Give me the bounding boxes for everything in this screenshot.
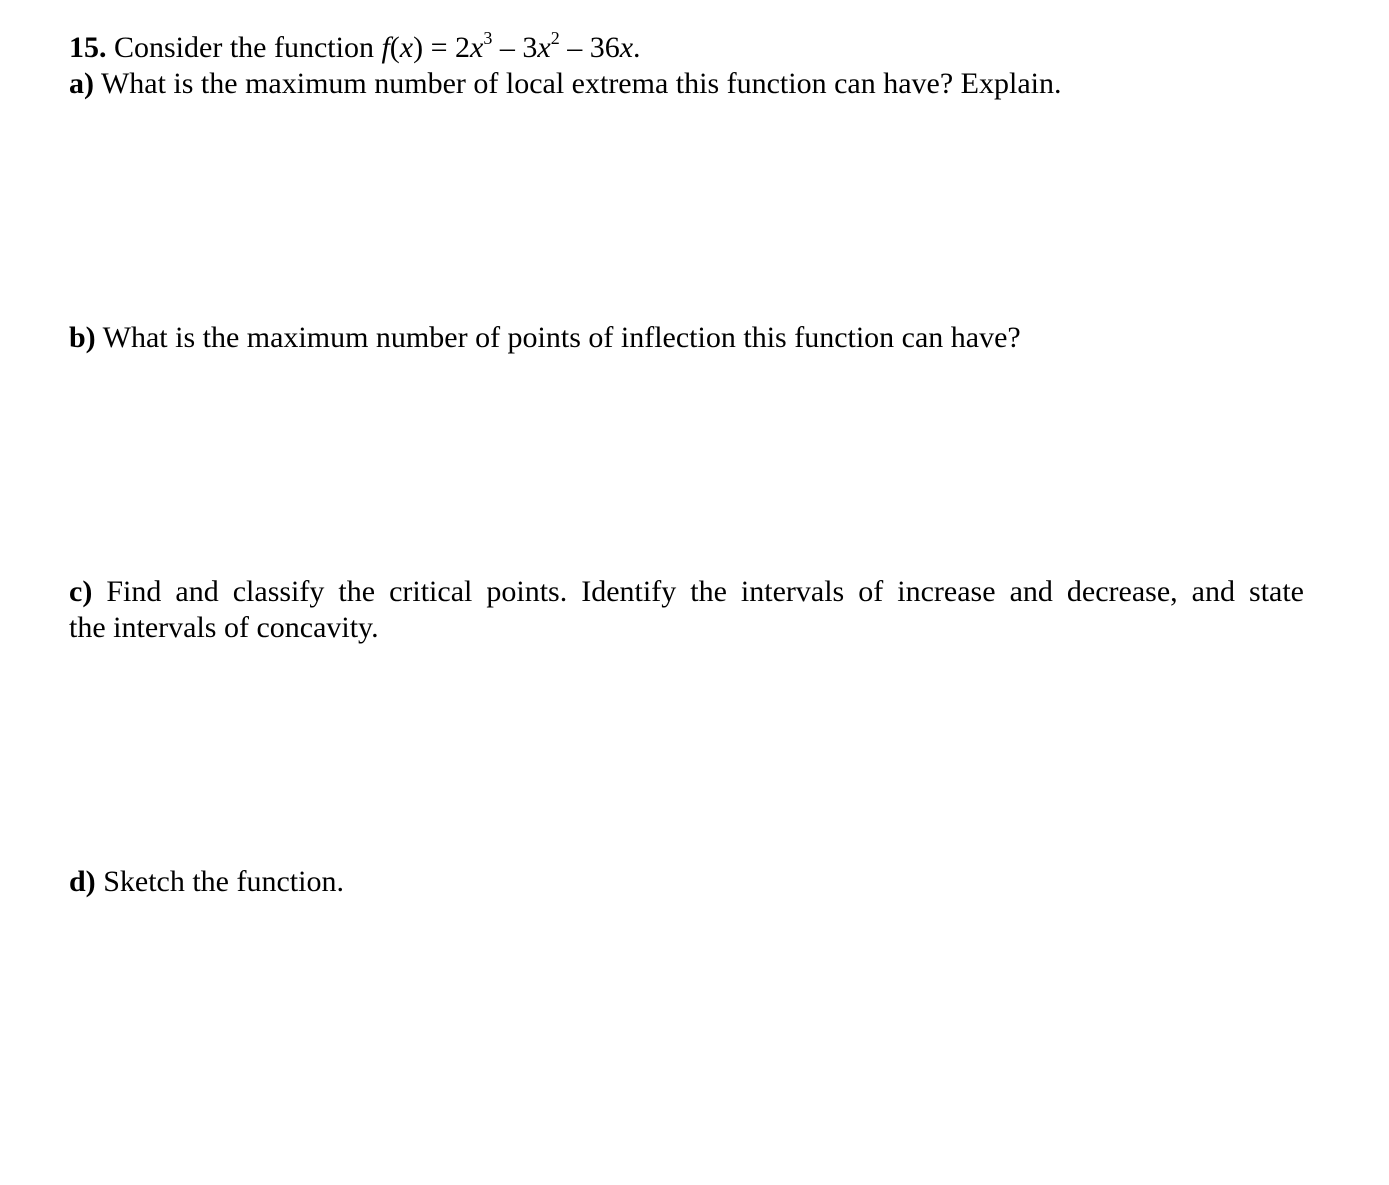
- function-paren-open: (: [389, 31, 400, 64]
- part-c-question-line-1: [69, 574, 1304, 610]
- question-intro: Consider the function: [106, 31, 382, 64]
- equation-term-3-coef: – 36: [559, 31, 620, 64]
- equation-term-2-exponent: 2: [550, 28, 560, 48]
- part-d-text: Sketch the function.: [95, 865, 344, 898]
- equation-term-1-exponent: 3: [483, 28, 493, 48]
- equation-term-2-var: x: [537, 31, 551, 64]
- part-a-label: a): [69, 67, 94, 100]
- equation-term-1-var: x: [470, 31, 484, 64]
- part-c-text-line-1: Find and classify the critical points. Identify the intervals of increase and decrease, and state: [92, 575, 1304, 608]
- part-b-text: What is the maximum number of points of inflection this function can have?: [95, 321, 1021, 354]
- part-a-text: What is the maximum number of local extrema this function can have? Explain.: [94, 67, 1062, 100]
- equation-term-2-coef: – 3: [492, 31, 538, 64]
- question-header: [69, 30, 641, 66]
- part-c-text-line-2: the intervals of concavity.: [69, 611, 379, 644]
- equation-term-1-coef: = 2: [423, 31, 471, 64]
- part-b-question: [69, 320, 1021, 356]
- function-variable: x: [399, 31, 414, 64]
- question-number: 15.: [69, 31, 107, 64]
- part-b-label: b): [69, 321, 96, 354]
- equation-term-3-var: x: [619, 31, 634, 64]
- function-paren-close: ): [413, 31, 424, 64]
- part-c-label: c): [69, 575, 93, 608]
- part-a-question: [69, 66, 1062, 102]
- part-c-question-line-2: [69, 610, 379, 646]
- part-d-label: d): [69, 865, 96, 898]
- part-d-question: [69, 864, 344, 900]
- equation-end: .: [633, 31, 641, 64]
- function-name: f: [381, 31, 390, 64]
